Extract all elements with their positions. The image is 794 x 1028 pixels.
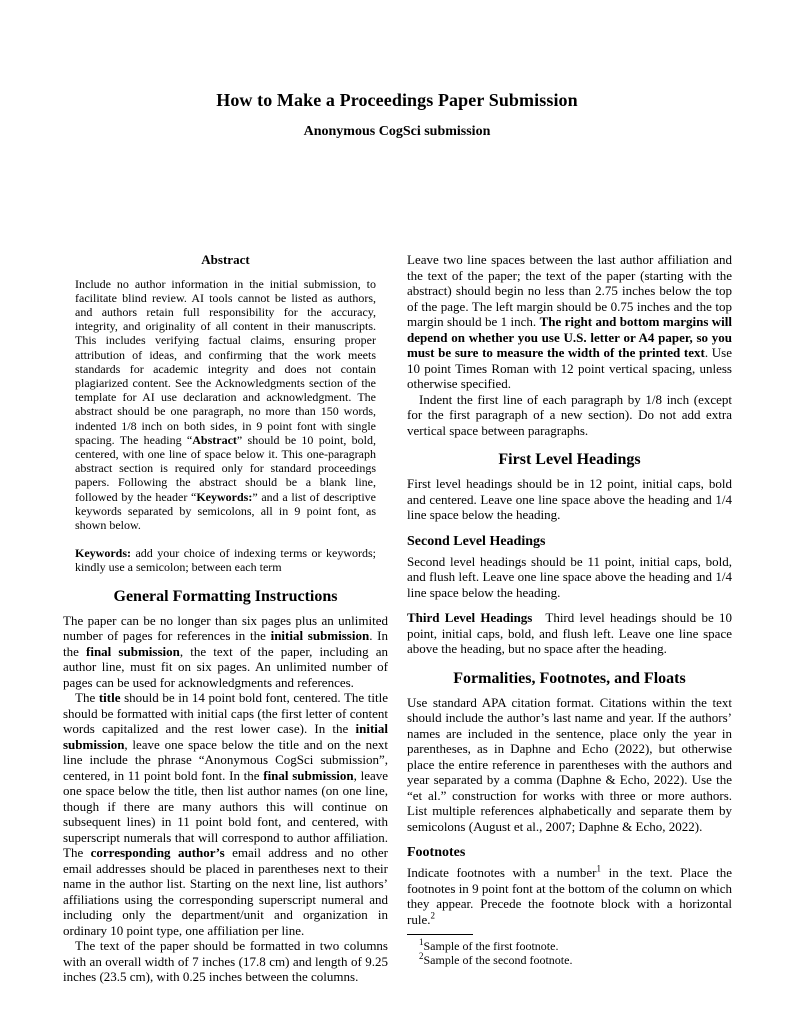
heading-general-formatting-instructions: General Formatting Instructions <box>113 587 338 605</box>
abstract-paragraph: Include no author information in the initial submission, to facilitate blind review. AI tools cannot be listed as authors, and authors retain full responsibility for the accuracy, integrity, and originality of all content in their manuscripts. This includes verifying factual claims, ensuring proper attribution of ideas, and confirming that the work meets standards for academic integrity and does not contain plagiarized content. See the Acknowledgments section of the template for AI use declaration and acknowledgment. The abstract should be one paragraph, no more than 150 words, indented 1/8 inch on both sides, in 9 point font with single spacing. The heading “Abstract” should be 10 point, bold, centered, with one line of space below it. This one-paragraph abstract section is required only for standard proceedings papers. Following the abstract should be a blank line, followed by the header “Keywords:” and a list of descriptive keywords separated by semicolons, all in 9 point font, as shown below. <box>75 276 376 532</box>
paragraph-indentation: Indent the first line of each paragraph by 1/8 inch (except for the first paragraph of a new section). Do not add extra vertical space between paragraphs. <box>407 391 732 438</box>
paragraph-first-level: First level headings should be in 12 point, initial caps, bold and centered. Leave one line space above the heading and 1/4 line space below the heading. <box>407 476 732 522</box>
paragraph-title-format: The title should be in 14 point bold font, centered. The title should be formatted with initial caps (the first letter of content words capitalized and the rest lower case). In the initial submission, leave one space below the title and on the next line include the phrase “Anonymous CogSci submission”, centered, in 11 point bold font. In the final submission, leave one space below the title, then list author names (on one line, though if there are many authors this will continue on subsequent lines) in 11 point bold font, and centered, with superscript numerals that will correspond to author affiliation. The corresponding author’s email address and no other email addresses should be placed in parentheses next to their name in the author list. Starting on the next line, list authors’ affiliations using the corresponding superscript numeral and including only the department/unit and organization in ordinary 10 point type, one affiliation per line. <box>63 690 389 938</box>
paragraph-page-limits: The paper can be no longer than six pages plus an unlimited number of pages for references in the initial submission. In the final submission, the text of the paper, including an author line, must fit on six pages. An unlimited number of pages can be used for acknowledgments and references. <box>63 612 389 690</box>
footnote-item-2: $^2$Sample of the second footnote. <box>419 951 573 967</box>
right-column <box>407 252 732 985</box>
paragraph-third-level-runin: Third Level Headings Third level headings should be 10 point, initial caps, bold, and flush left. Leave one line space above the heading, but no space after the heading. <box>407 610 732 656</box>
footnote-rule <box>407 934 473 935</box>
heading-first-level-headings: First Level Headings <box>498 451 641 468</box>
author-line: Anonymous CogSci submission <box>303 124 491 139</box>
paragraph-citations: Use standard APA citation format. Citations within the text should include the author’s last name and year. If the authors’ names are included in the sentence, place only the year in parentheses, as in Daphne and Echo (2022), but otherwise place the entire reference in parentheses with the authors and year separated by a comma (Daphne & Echo, 2022). Use the “et al.” construction for works with three or more authors. List multiple references alphabetically and separate them by semicolons (August et al., 2007; Daphne & Echo, 2022). <box>407 694 732 834</box>
paragraph-column-format: The text of the paper should be formatted in two columns with an overall width of 7 inches (17.8 cm) and length of 9.25 inches (23.5 cm), with 0.25 inches between the columns. <box>63 938 388 985</box>
paper-title: How to Make a Proceedings Paper Submission <box>216 90 578 110</box>
paragraph-footnote-instructions: Indicate footnotes with a number$^1$ in the text. Place the footnotes in 9 point font at the bottom of the column on which they appear. Precede the footnote block with a horizontal rule.$^2$ <box>407 863 732 927</box>
paragraph-margins: Leave two line spaces between the last author affiliation and the text of the paper; the text of the paper (starting with the abstract) should begin no less than 2.75 inches below the top of the page. The left margin should be 0.75 inches and the top margin should be 1 inch. The right and bottom margins will depend on whether you use U.S. letter or A4 paper, so you must be sure to measure the width of the printed text. Use 10 point Times Roman with 12 point vertical spacing, unless otherwise specified. <box>407 252 732 391</box>
abstract-heading: Abstract <box>201 252 250 267</box>
two-column-body <box>63 252 732 985</box>
heading-second-level-headings: Second Level Headings <box>407 533 546 549</box>
footnote-item-1: $^1$Sample of the first footnote. <box>419 937 559 953</box>
keywords-paragraph: Keywords: add your choice of indexing terms or keywords; kindly use a semicolon; between each term <box>75 546 376 575</box>
paragraph-second-level: Second level headings should be 11 point, initial caps, bold, and flush left. Leave one line space above the heading and 1/4 line space below the heading. <box>407 553 732 600</box>
left-column <box>63 252 388 985</box>
heading-formalities-footnotes-floats: Formalities, Footnotes, and Floats <box>453 669 686 687</box>
heading-footnotes: Footnotes <box>407 845 466 860</box>
